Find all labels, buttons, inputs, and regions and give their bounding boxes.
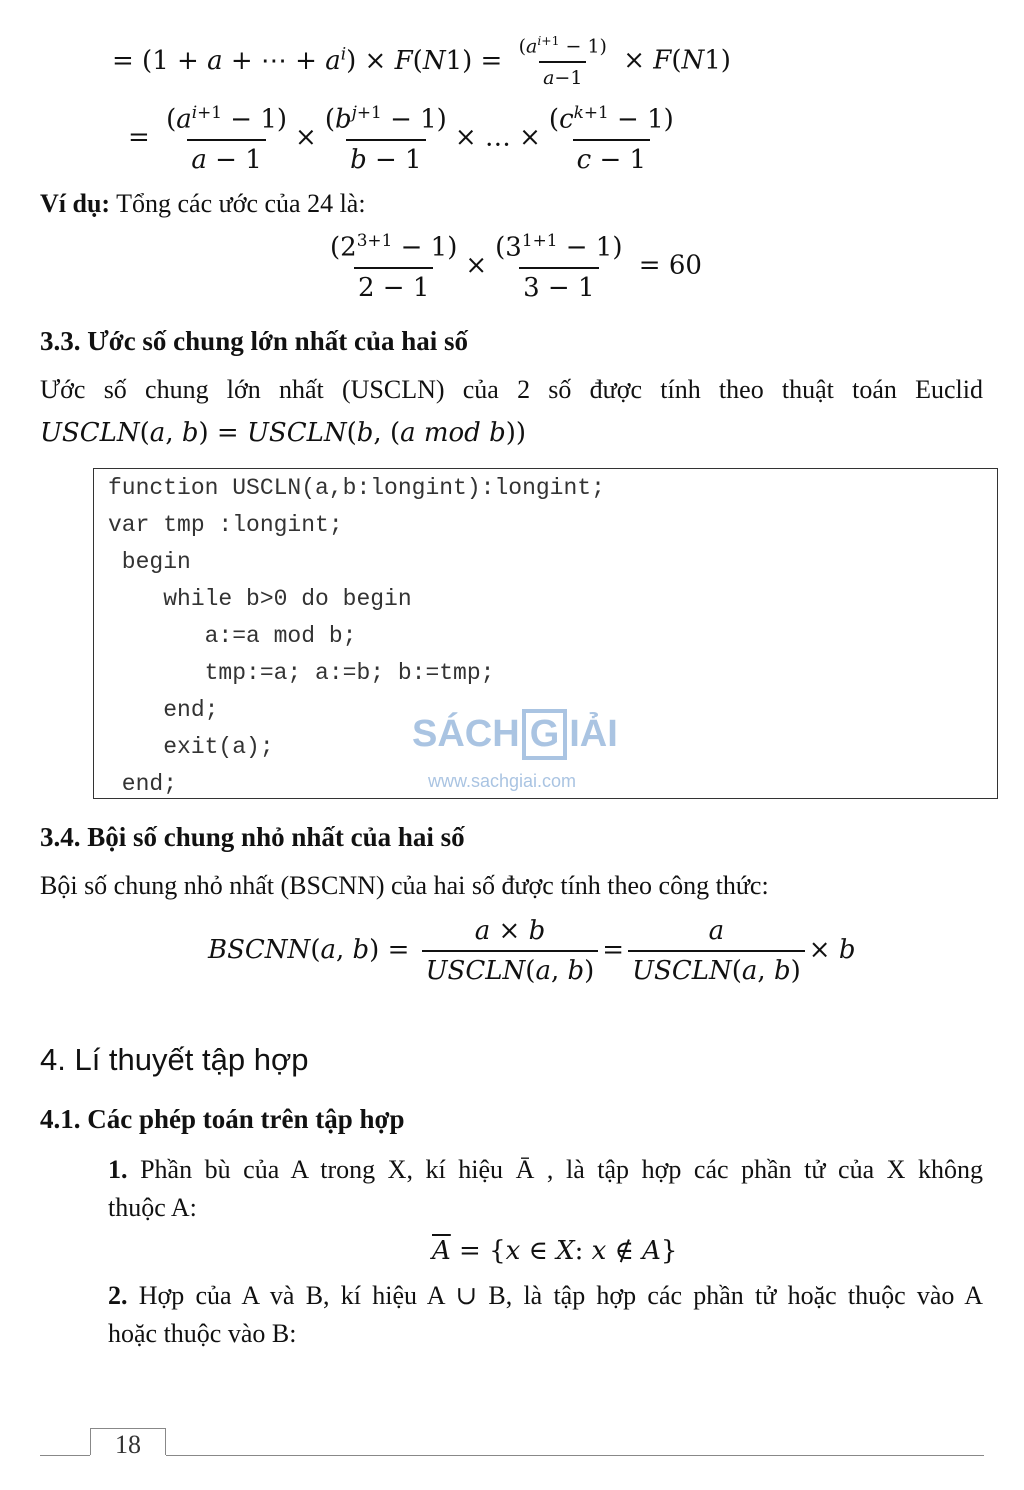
watermark-brand-left: SÁCH	[412, 713, 520, 755]
code-line: while b>0 do begin	[108, 586, 412, 612]
code-line: end;	[108, 771, 178, 797]
complement-formula: $\overline{A} = \{x$ ∈ X: x ∉ A}	[432, 1236, 678, 1266]
item-2-number: 2.	[108, 1281, 128, 1310]
formula-line-2: = $\frac{(a^{i+1} - 1)}{a - 1}$ × $\frac{(b^{j+1} - 1)}{b - 1}$ × … × $\frac{(c^{k+1} - 1)}{c - 1}$	[128, 102, 674, 175]
watermark-brand-box: G	[522, 709, 568, 760]
example-paragraph	[40, 186, 366, 223]
code-line: var tmp :longint;	[108, 512, 343, 538]
watermark-url: www.sachgiai.com	[428, 771, 577, 791]
item-2-text-b: hoặc thuộc vào B:	[108, 1319, 297, 1348]
example-formula: $\frac{(2^{3+1} - 1)}{2 - 1}$ × $\frac{(3^{1+1} - 1)}{3 - 1}$ = 60	[330, 230, 702, 303]
watermark-logo	[412, 709, 618, 760]
page-number: 18	[115, 1430, 141, 1459]
code-block	[93, 468, 998, 799]
euclid-formula: USCLN(a, b) = USCLN(b, (a mod b))	[40, 418, 527, 448]
item-1-text-b: thuộc A:	[108, 1193, 197, 1222]
section-3-4-text: Bội số chung nhỏ nhất (BSCNN) của hai số được tính theo công thức:	[40, 871, 769, 900]
fraction-a: $\frac{(a^{i+1} - 1)}{a-1}$	[518, 34, 607, 90]
code-line: end;	[108, 697, 219, 723]
footer-rule-right	[166, 1455, 984, 1456]
watermark-brand-right: IẢI	[569, 713, 618, 755]
section-4-1-title: 4.1. Các phép toán trên tập hợp	[40, 1104, 405, 1134]
example-result: 60	[668, 250, 702, 281]
formula-line-1: = (1 + a + ⋯ + $a^i) \times F(N1)$ = $\frac{(a^{i+1} - 1)}{a-1}$ × F(N1)	[112, 34, 731, 90]
code-line: exit(a);	[108, 734, 274, 760]
code-line: function USCLN(a,b:longint):longint;	[108, 475, 605, 501]
item-1-line-1	[108, 1152, 983, 1189]
code-line: a:=a mod b;	[108, 623, 357, 649]
section-3-4-title: 3.4. Bội số chung nhỏ nhất của hai số	[40, 822, 465, 852]
section-3-3-text: Ước số chung lớn nhất (USCLN) của 2 số được tính theo thuật toán Euclid	[40, 375, 983, 404]
item-2-line-1	[108, 1278, 983, 1315]
example-text: Tổng các ước của 24 là:	[116, 189, 366, 218]
code-line: tmp:=a; a:=b; b:=tmp;	[108, 660, 495, 686]
example-label: Ví dụ:	[40, 189, 111, 218]
bscnn-formula: BSCNN(a, b) = $\frac{a \times b}{\text{USCLN(a, b)}}$ = $\frac{a}{\text{USCLN(a, b)}}$ × b	[208, 916, 856, 986]
section-4-title: 4. Lí thuyết tập hợp	[40, 1042, 309, 1077]
item-1-number: 1.	[108, 1155, 128, 1184]
footer-rule-left	[40, 1455, 90, 1456]
code-line: begin	[108, 549, 191, 575]
item-2-text-a: Hợp của A và B, kí hiệu A ∪ B, là tập hợp các phần tử hoặc thuộc vào A	[138, 1281, 983, 1310]
section-3-3-title: 3.3. Ước số chung lớn nhất của hai số	[40, 326, 468, 356]
item-1-text-a: Phần bù của A trong X, kí hiệu Ā , là tập hợp các phần tử của X không	[140, 1155, 983, 1184]
